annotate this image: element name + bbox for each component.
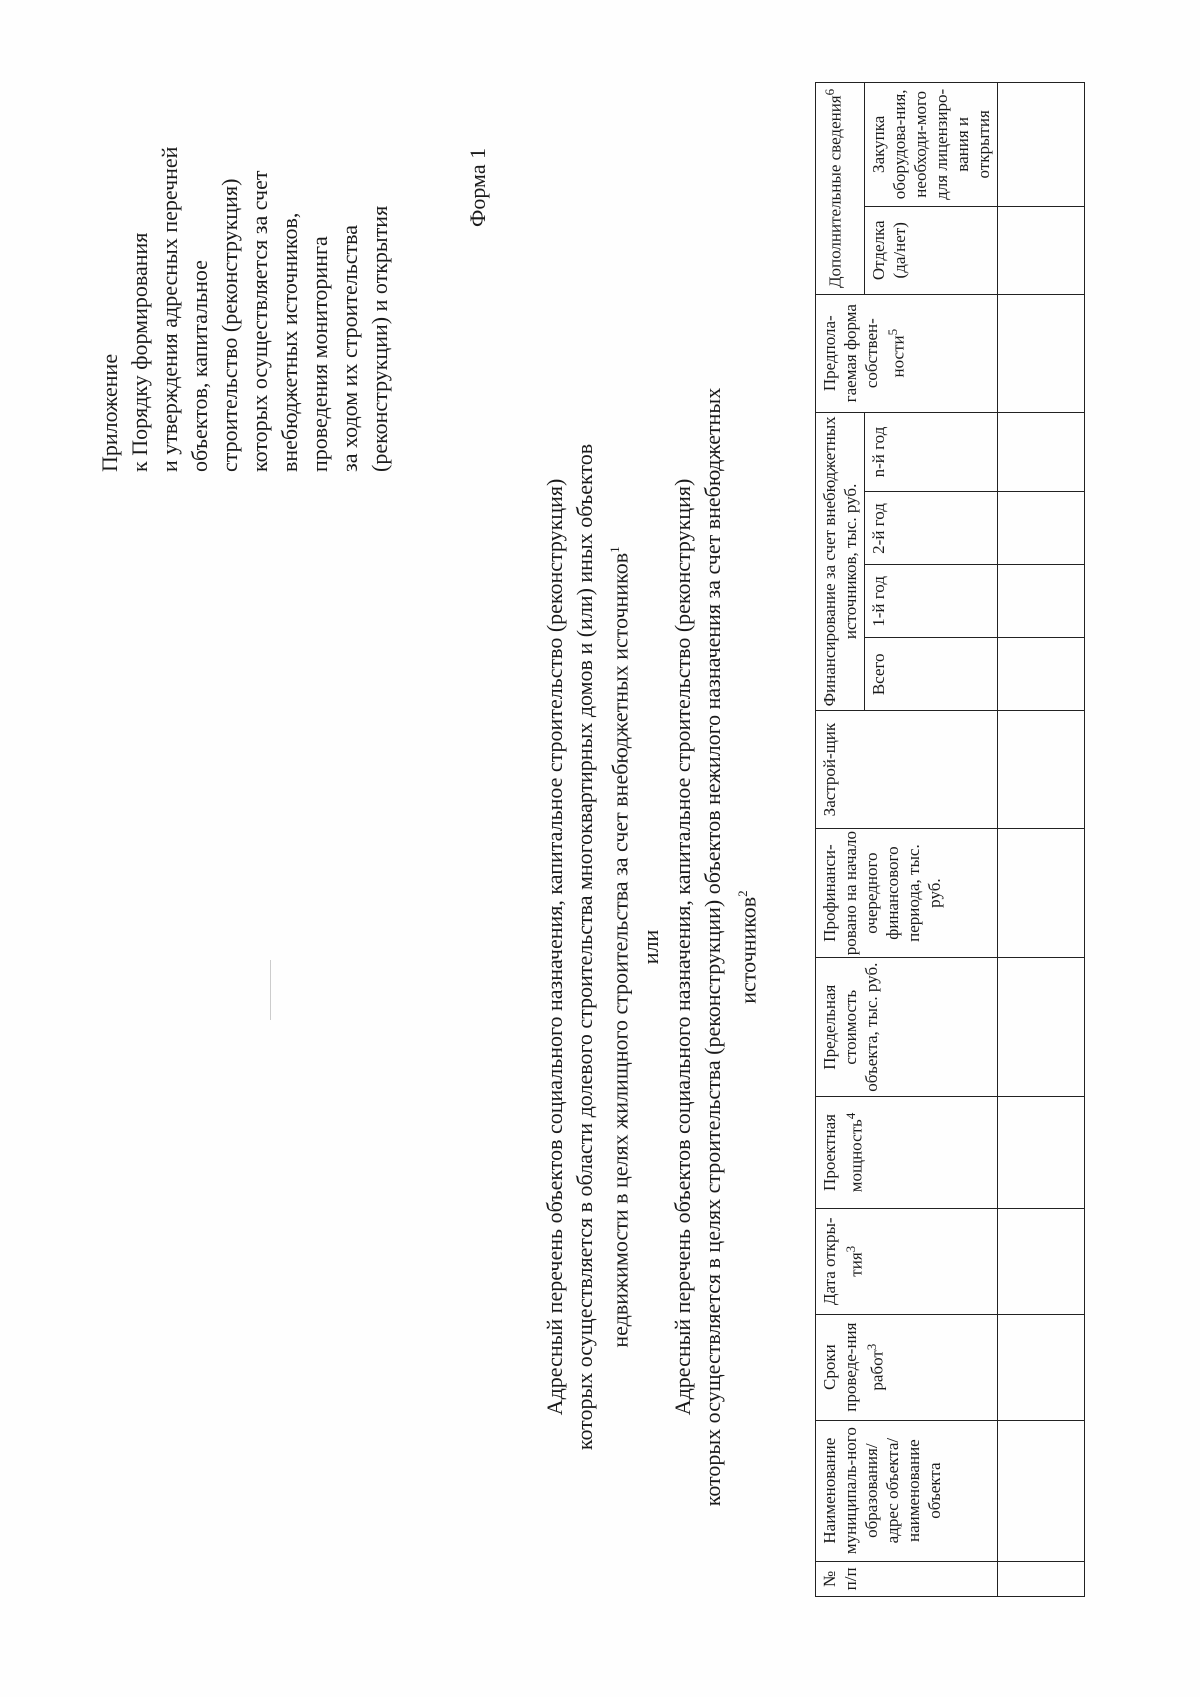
table-cell [998, 1314, 1085, 1420]
table-header-row [816, 83, 865, 1597]
appendix-line: проведения мониторинга [307, 236, 332, 472]
heading-2 [668, 267, 763, 1627]
table-cell [998, 1097, 1085, 1209]
appendix-line: за ходом их строительства [337, 224, 362, 472]
header-cell-opening-date [816, 1208, 998, 1314]
header-cell-extra-text: Дополнительные сведения [825, 95, 845, 289]
table-cell [998, 1561, 1085, 1596]
header-cell-developer: Застрой-щик [816, 711, 998, 829]
appendix-line: объектов, капитальное [187, 260, 212, 472]
appendix-line: Приложение [97, 353, 122, 472]
or-separator: или [638, 929, 663, 965]
table-cell [998, 828, 1085, 957]
footnote-6: 6 [822, 88, 837, 96]
header-cell-extra [816, 83, 865, 295]
header-cell-financed: Профинанси-ровано на начало очередного финансового периода, тыс. руб. [816, 828, 998, 957]
table-cell [998, 1208, 1085, 1314]
appendix-line: которых осуществляется за счет [247, 170, 272, 472]
heading-2-line-3 [728, 267, 763, 1627]
heading-1 [540, 267, 635, 1627]
header-cell-capacity [816, 1097, 998, 1209]
heading-1-line-1: Адресный перечень объектов социального назначения, капитальное строительство (реконструкция) [542, 478, 567, 1416]
footnote-1: 1 [607, 546, 622, 553]
footnote-5: 5 [885, 328, 900, 336]
table-cell [998, 638, 1085, 711]
footnote-3: 3 [843, 1245, 858, 1253]
table-cell [998, 958, 1085, 1097]
footnote-3: 3 [864, 1343, 879, 1351]
heading-2-line-1: Адресный перечень объектов социального назначения, капитальное строительство (реконструкция) [670, 478, 695, 1416]
scan-artifact [270, 960, 271, 1020]
subheader-cell-finishing: Отделка (да/нет) [865, 206, 998, 294]
heading-1-line-3-text: недвижимости в целях жилищного строительства за счет внебюджетных источников [607, 552, 633, 1348]
header-cell-terms [816, 1314, 998, 1420]
appendix-reference [95, 32, 395, 472]
table-cell [998, 492, 1085, 565]
appendix-line: строительство (реконструкция) [217, 178, 242, 472]
subheader-cell-year-1: 1-й год [865, 565, 998, 638]
appendix-line: внебюджетных источников, [277, 212, 302, 472]
table-cell [998, 206, 1085, 294]
subheader-cell-equipment: Закупка оборудова-ния, необходи-мого для лицензиро-вания и открытия [865, 83, 998, 207]
table-row [998, 83, 1085, 1597]
appendix-line: к Порядку формирования [127, 232, 152, 472]
table-cell [998, 294, 1085, 412]
table-cell [998, 565, 1085, 638]
header-cell-opening-date-text: Дата откры-тия [820, 1217, 866, 1306]
header-cell-capacity-text: Проектная мощность [820, 1113, 866, 1193]
table-cell [998, 83, 1085, 207]
header-cell-ownership [816, 294, 998, 412]
appendix-line: и утверждения адресных перечней [157, 146, 182, 472]
heading-2-line-3-text: источников [735, 896, 761, 1004]
heading-1-line-3 [600, 267, 635, 1627]
subheader-cell-total: Всего [865, 638, 998, 711]
header-cell-terms-text: Сроки проведе-ния работ [820, 1322, 887, 1412]
subheader-cell-year-2: 2-й год [865, 492, 998, 565]
header-cell-ownership-text: Предпола-гаемая форма собствен-ности [820, 304, 908, 403]
header-cell-number: № п/п [816, 1561, 998, 1596]
subheader-cell-year-n: n-й год [865, 412, 998, 492]
objects-table [815, 82, 1085, 1597]
table-cell [998, 711, 1085, 829]
header-cell-funding: Финансирование за счет внебюджетных источников, тыс. руб. [816, 412, 865, 711]
heading-2-line-2: которых осуществляется в целях строительства (реконструкции) объектов нежилого назначения за счет внебюджетных [700, 387, 725, 1507]
table-cell [998, 412, 1085, 492]
header-cell-max-cost: Предельная стоимость объекта, тыс. руб. [816, 958, 998, 1097]
appendix-line: (реконструкции) и открытия [367, 205, 392, 472]
footnote-4: 4 [843, 1112, 858, 1120]
table-cell [998, 1420, 1085, 1561]
header-cell-name: Наименование муниципаль-ного образования/ адрес объекта/ наименование объекта [816, 1420, 998, 1561]
footnote-2: 2 [735, 890, 750, 897]
heading-1-line-2: которых осуществляется в области долевого строительства многоквартирных домов и (или) иных объектов [572, 443, 597, 1451]
form-label: Форма 1 [465, 147, 490, 227]
